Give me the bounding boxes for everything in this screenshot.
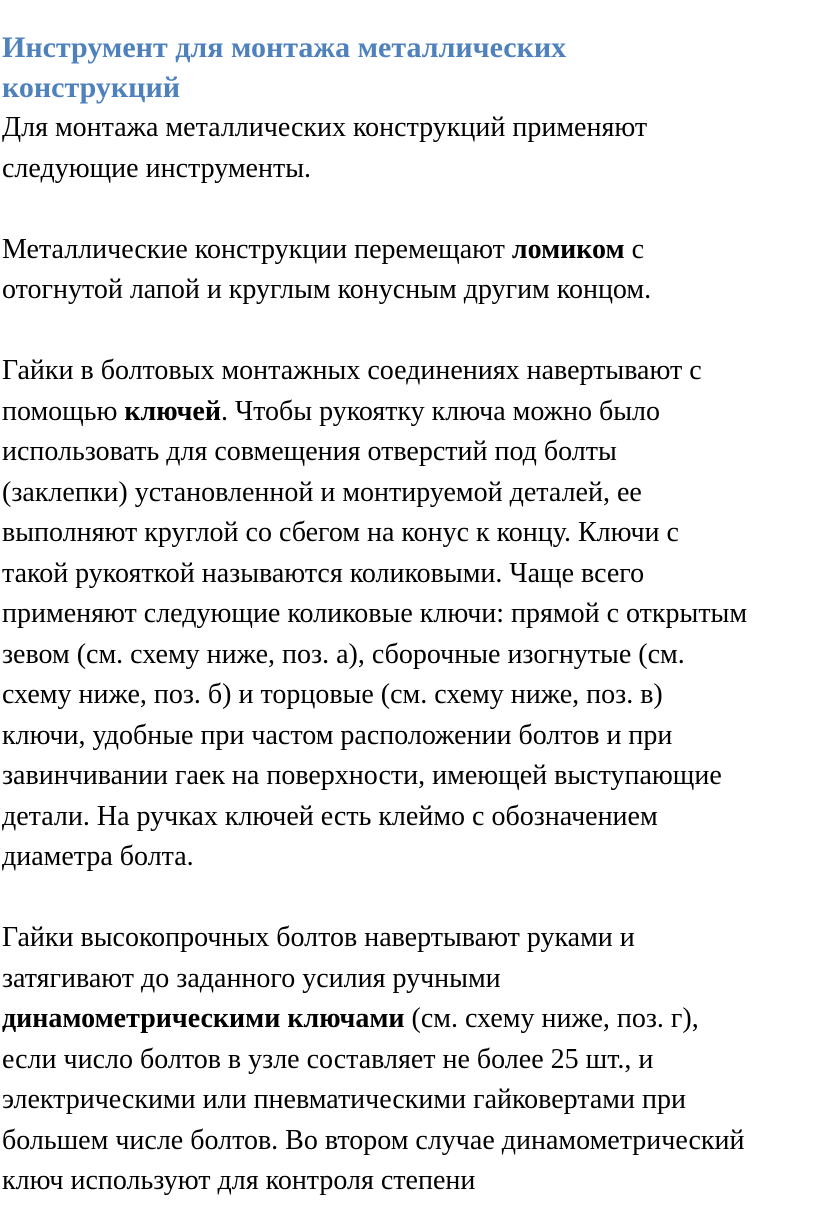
paragraph-crowbar xyxy=(0,230,816,311)
paragraph-intro xyxy=(0,108,816,189)
text-line: ключ используют для контроля степени xyxy=(2,1165,476,1196)
text-run: Металлические конструкции перемещают xyxy=(2,233,512,265)
text-line: использовать для совмещения отверстий под болты xyxy=(2,436,617,467)
paragraph-gap xyxy=(0,311,816,352)
text-line: схему ниже, поз. б) и торцовые (см. схему ниже, поз. в) xyxy=(2,679,663,710)
text-run: . Чтобы рукоятку ключа можно было xyxy=(220,395,660,427)
title-line-2: конструкций xyxy=(2,71,181,104)
text-line: Гайки в болтовых монтажных соединениях навертывают с xyxy=(2,355,702,386)
text-line: большем числе болтов. Во втором случае динамометрический xyxy=(2,1124,745,1156)
bold-term-torque-wrenches: динамометрическими ключами xyxy=(2,1003,405,1034)
title-line-1: Инструмент для монтажа металлических xyxy=(2,31,567,64)
text-run: помощью xyxy=(2,395,125,427)
text-line: ключи, удобные при частом расположении болтов и при xyxy=(2,719,673,751)
paragraph-gap xyxy=(0,878,816,919)
text-line: отогнутой лапой и круглым конусным другим концом. xyxy=(2,274,652,305)
text-line: детали. На ручках ключей есть клеймо с обозначением xyxy=(2,800,658,832)
text-line: зевом (см. схему ниже, поз. а), сборочные изогнутые (см. xyxy=(2,638,685,670)
text-line xyxy=(2,999,816,1040)
paragraph-gap xyxy=(0,189,816,230)
text-line xyxy=(2,230,816,271)
text-line: затягивают до заданного усилия ручными xyxy=(2,962,501,994)
text-run: (см. схему ниже, поз. г), xyxy=(404,1003,699,1034)
bold-term-wrenches: ключей xyxy=(124,395,221,427)
paragraph-torque-wrenches xyxy=(0,918,816,1202)
text-line: электрическими или пневматическими гайковертами при xyxy=(2,1084,686,1115)
text-run: с xyxy=(624,233,645,265)
text-line: (заклепки) установленной и монтируемой деталей, ее xyxy=(2,476,642,508)
text-line: следующие инструменты. xyxy=(2,152,312,184)
text-line: применяют следующие коликовые ключи: прямой с открытым xyxy=(2,598,748,629)
text-line: Для монтажа металлических конструкций применяют xyxy=(2,112,648,143)
text-line xyxy=(2,392,816,433)
text-line: завинчивании гаек на поверхности, имеющей выступающие xyxy=(2,760,722,791)
text-line: такой рукояткой называются коликовыми. Чаще всего xyxy=(2,557,645,589)
paragraph-wrenches xyxy=(0,351,816,878)
text-line: Гайки высокопрочных болтов навертывают руками и xyxy=(2,922,635,953)
text-line: если число болтов в узле составляет не более 25 шт., и xyxy=(2,1043,654,1075)
text-line: выполняют круглой со сбегом на конус к концу. Ключи с xyxy=(2,517,679,548)
bold-term-crowbar: ломиком xyxy=(511,233,625,265)
document-title xyxy=(0,28,816,108)
text-line: диаметра болта. xyxy=(2,841,194,872)
